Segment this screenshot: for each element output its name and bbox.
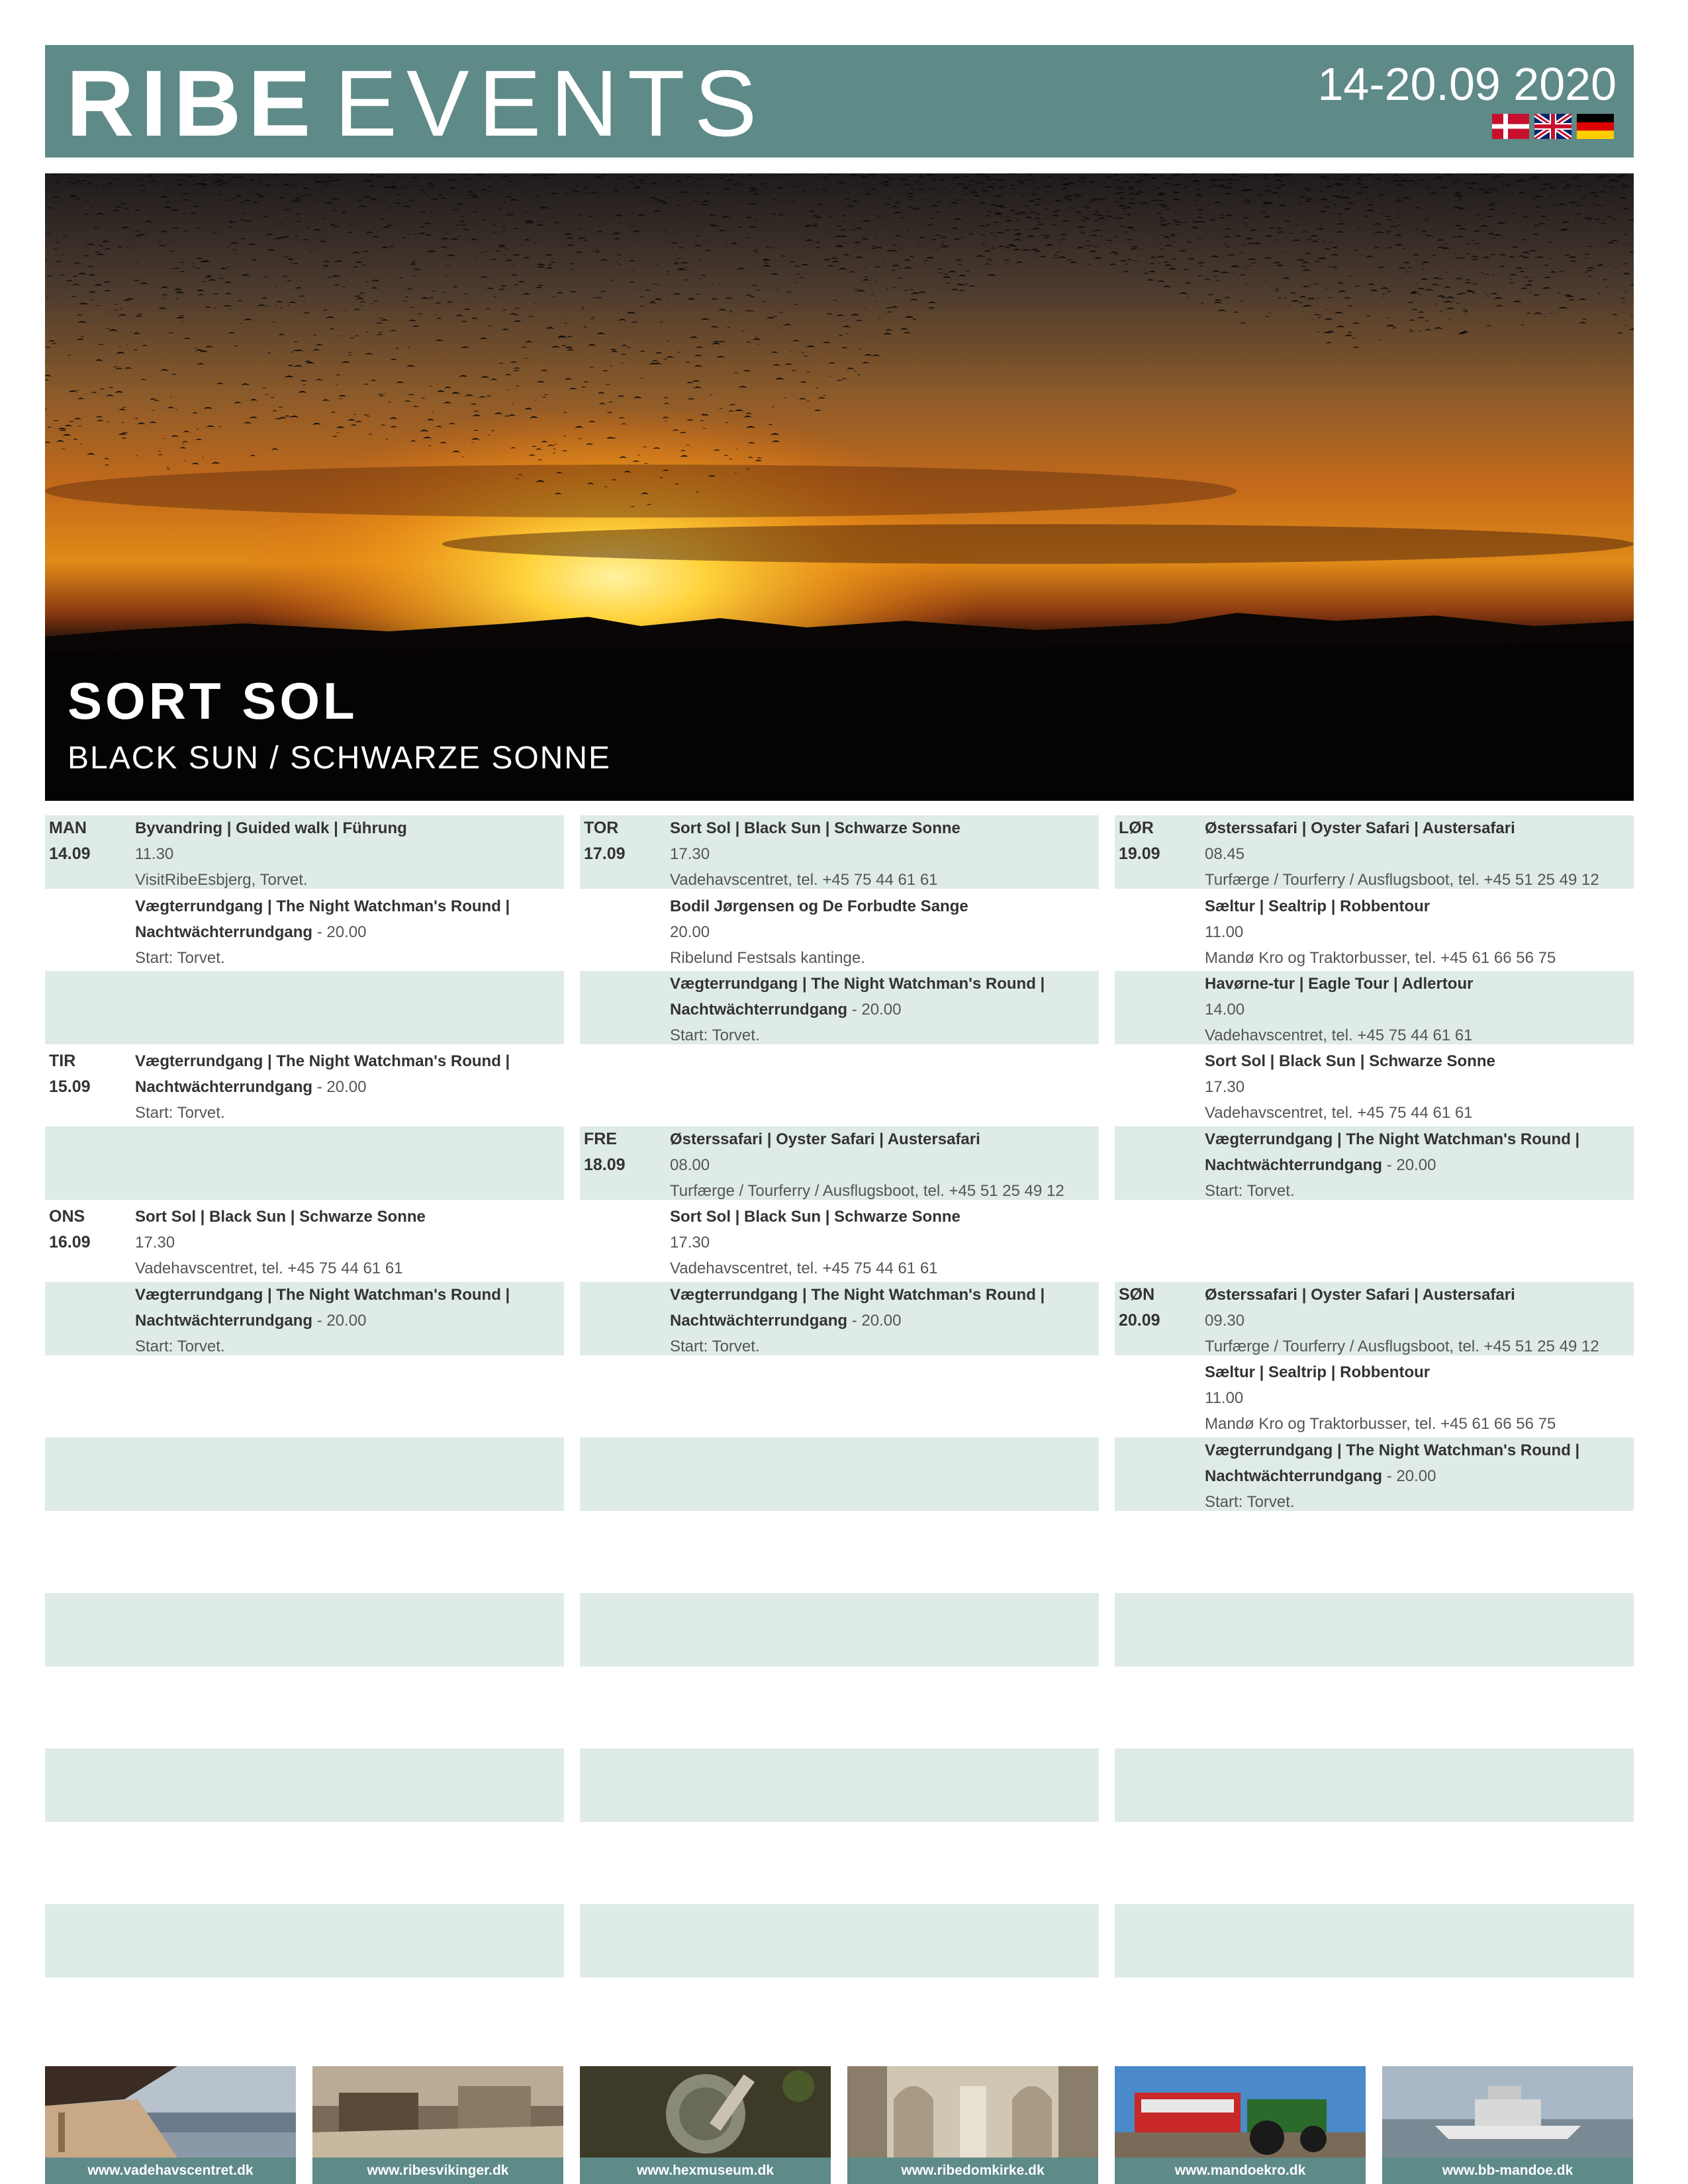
date-range: 14-20.09 2020 [1317,58,1617,110]
event-title: Sæltur | Sealtrip | Robbentour [1205,897,1430,915]
footer-url: www.bb-mandoe.dk [1382,2158,1633,2184]
event-place: Ribelund Festsals kantinge. [670,949,865,967]
event-time: - 20.00 [1382,1156,1436,1174]
day-label [49,815,91,867]
event-place: Mandø Kro og Traktorbusser, tel. +45 61 66 56 75 [1205,949,1556,967]
wadden-sea-centre-photo-icon [45,2066,296,2158]
event-title: Sæltur | Sealtrip | Robbentour [1205,1363,1430,1381]
event-title: Vægterrundgang | The Night Watchman's Round | [135,1286,510,1304]
event-place: Start: Torvet. [135,1104,225,1122]
event-entry[interactable] [135,893,564,971]
event-place: Start: Torvet. [135,1338,225,1355]
event-title-continued: Nachtwächterrundgang [135,923,313,941]
event-time: 14.00 [1205,1001,1245,1019]
table-stripe [45,1437,564,1511]
witch-museum-photo-icon [580,2066,831,2158]
table-stripe [1115,1904,1634,1978]
event-title-continued: Nachtwächterrundgang [670,1001,848,1019]
event-title-continued: Nachtwächterrundgang [670,1312,848,1330]
event-title: Vægterrundgang | The Night Watchman's Round | [670,1286,1045,1304]
event-time: - 20.00 [312,1312,367,1330]
german-flag-icon[interactable] [1577,114,1614,139]
column-thursday-friday [580,815,1099,1355]
event-time: 17.30 [135,1234,175,1251]
viking-museum-photo-icon [312,2066,563,2158]
table-stripe [580,1437,1099,1511]
event-title: Vægterrundgang | The Night Watchman's Round | [1205,1441,1580,1459]
event-place: Vadehavscentret, tel. +45 75 44 61 61 [670,871,938,889]
event-place: Start: Torvet. [670,1338,760,1355]
day-name: FRE [584,1130,617,1148]
footer-link-hexmuseum[interactable] [580,2066,831,2184]
event-entry[interactable] [670,1282,1099,1359]
brand-bold: RIBE [66,51,318,156]
tractor-bus-photo-icon [1115,2066,1366,2158]
event-entry[interactable] [1205,815,1634,893]
event-time: 17.30 [1205,1078,1245,1096]
day-date: 17.09 [584,844,626,863]
event-entry[interactable] [135,1204,564,1281]
event-title: Byvandring | Guided walk | Führung [135,819,407,837]
table-stripe [1115,1749,1634,1822]
event-title: Bodil Jørgensen og De Forbudte Sange [670,897,968,915]
event-entry[interactable] [670,893,1099,971]
footer-url: www.vadehavscentret.dk [45,2158,296,2184]
footer-link-ribedomkirke[interactable] [847,2066,1098,2184]
event-time: 08.00 [670,1156,710,1174]
event-place: Start: Torvet. [670,1026,760,1044]
event-place: Vadehavscentret, tel. +45 75 44 61 61 [1205,1026,1473,1044]
event-entry[interactable] [1205,1282,1634,1359]
footer-link-bb-mandoe[interactable] [1382,2066,1633,2184]
footer-url: www.hexmuseum.dk [580,2158,831,2184]
event-time: 17.30 [670,845,710,863]
event-title: Sort Sol | Black Sun | Schwarze Sonne [670,819,961,837]
footer-url: www.mandoekro.dk [1115,2158,1366,2184]
event-entry[interactable] [1205,1359,1634,1437]
footer-link-ribesvikinger[interactable] [312,2066,563,2184]
day-date: 19.09 [1119,844,1160,863]
event-time: 08.45 [1205,845,1245,863]
day-label [49,1048,91,1100]
event-time: 11.30 [135,845,174,863]
day-date: 15.09 [49,1077,91,1096]
day-date: 20.09 [1119,1311,1160,1330]
cathedral-interior-photo-icon [847,2066,1098,2158]
hero-title: SORT SOL [68,672,358,730]
event-place: Turfærge / Tourferry / Ausflugsboot, tel. +45 51 25 49 12 [670,1182,1064,1200]
event-entry[interactable] [1205,971,1634,1048]
event-title: Østerssafari | Oyster Safari | Austersafari [1205,1286,1515,1304]
event-time: 17.30 [670,1234,710,1251]
event-time: - 20.00 [312,1078,367,1096]
day-name: LØR [1119,819,1154,837]
event-entry[interactable] [1205,893,1634,971]
day-date: 18.09 [584,1156,626,1174]
event-time: - 20.00 [1382,1467,1436,1485]
day-label [584,815,626,867]
event-title-continued: Nachtwächterrundgang [1205,1467,1383,1485]
uk-flag-icon[interactable] [1534,114,1571,139]
event-time: - 20.00 [847,1001,902,1019]
day-label [49,1204,91,1255]
table-stripe [580,1904,1099,1978]
table-stripe [580,1593,1099,1666]
event-title: Østerssafari | Oyster Safari | Austersafari [670,1130,980,1148]
day-name: TIR [49,1052,76,1070]
event-place: VisitRibeEsbjerg, Torvet. [135,871,308,889]
event-title: Vægterrundgang | The Night Watchman's Round | [670,975,1045,993]
event-entry[interactable] [135,815,564,893]
table-stripe [45,1593,564,1666]
event-place: Vadehavscentret, tel. +45 75 44 61 61 [1205,1104,1473,1122]
table-stripe [580,1749,1099,1822]
brand-title [66,51,767,156]
event-entry[interactable] [1205,1126,1634,1204]
footer-link-mandoekro[interactable] [1115,2066,1366,2184]
day-name: MAN [49,819,87,837]
event-title: Vægterrundgang | The Night Watchman's Round | [135,1052,510,1070]
event-title: Sort Sol | Black Sun | Schwarze Sonne [135,1208,426,1226]
event-place: Vadehavscentret, tel. +45 75 44 61 61 [135,1259,403,1277]
day-name: SØN [1119,1285,1155,1304]
event-entry[interactable] [1205,1048,1634,1126]
event-place: Turfærge / Tourferry / Ausflugsboot, tel. +45 51 25 49 12 [1205,871,1599,889]
day-name: ONS [49,1207,85,1226]
event-place: Start: Torvet. [135,949,225,967]
event-time: 11.00 [1205,1389,1244,1407]
footer-url: www.ribedomkirke.dk [847,2158,1098,2184]
event-entry[interactable] [670,971,1099,1048]
danish-flag-icon[interactable] [1492,114,1529,139]
event-entry[interactable] [135,1048,564,1126]
event-title-continued: Nachtwächterrundgang [1205,1156,1383,1174]
header-bar [45,45,1634,158]
event-place: Mandø Kro og Traktorbusser, tel. +45 61 66 56 75 [1205,1415,1556,1433]
event-entry[interactable] [1205,1437,1634,1515]
table-stripe [45,1904,564,1978]
event-title: Vægterrundgang | The Night Watchman's Round | [135,897,510,915]
event-title: Vægterrundgang | The Night Watchman's Round | [1205,1130,1580,1148]
event-place: Turfærge / Tourferry / Ausflugsboot, tel. +45 51 25 49 12 [1205,1338,1599,1355]
event-entry[interactable] [670,1204,1099,1281]
day-label [1119,815,1160,867]
event-entry[interactable] [670,815,1099,893]
event-place: Start: Torvet. [1205,1493,1295,1511]
table-stripe [1115,1593,1634,1666]
oyster-boat-photo-icon [1382,2066,1633,2158]
event-time: 11.00 [1205,923,1244,941]
event-time: 20.00 [670,923,710,941]
event-entry[interactable] [670,1126,1099,1204]
footer-url: www.ribesvikinger.dk [312,2158,563,2184]
event-place: Start: Torvet. [1205,1182,1295,1200]
day-label [1119,1282,1160,1334]
event-time: 09.30 [1205,1312,1245,1330]
hero-subtitle: BLACK SUN / SCHWARZE SONNE [68,741,612,776]
table-stripe [45,1749,564,1822]
event-time: - 20.00 [312,923,367,941]
language-flags [1492,114,1614,139]
event-title: Sort Sol | Black Sun | Schwarze Sonne [670,1208,961,1226]
event-title-continued: Nachtwächterrundgang [135,1312,313,1330]
day-date: 14.09 [49,844,91,863]
day-name: TOR [584,819,619,837]
event-time: - 20.00 [847,1312,902,1330]
event-place: Vadehavscentret, tel. +45 75 44 61 61 [670,1259,938,1277]
event-title: Østerssafari | Oyster Safari | Austersafari [1205,819,1515,837]
column-saturday-sunday [1115,815,1634,1543]
footer-link-vadehavscentret[interactable] [45,2066,296,2184]
brand-light: EVENTS [334,51,767,156]
column-monday-wednesday [45,815,564,1355]
event-title: Havørne-tur | Eagle Tour | Adlertour [1205,975,1474,993]
event-title-continued: Nachtwächterrundgang [135,1078,313,1096]
event-title: Sort Sol | Black Sun | Schwarze Sonne [1205,1052,1495,1070]
hero-image [45,173,1634,801]
day-label [584,1126,626,1178]
event-entry[interactable] [135,1282,564,1359]
day-date: 16.09 [49,1233,91,1251]
